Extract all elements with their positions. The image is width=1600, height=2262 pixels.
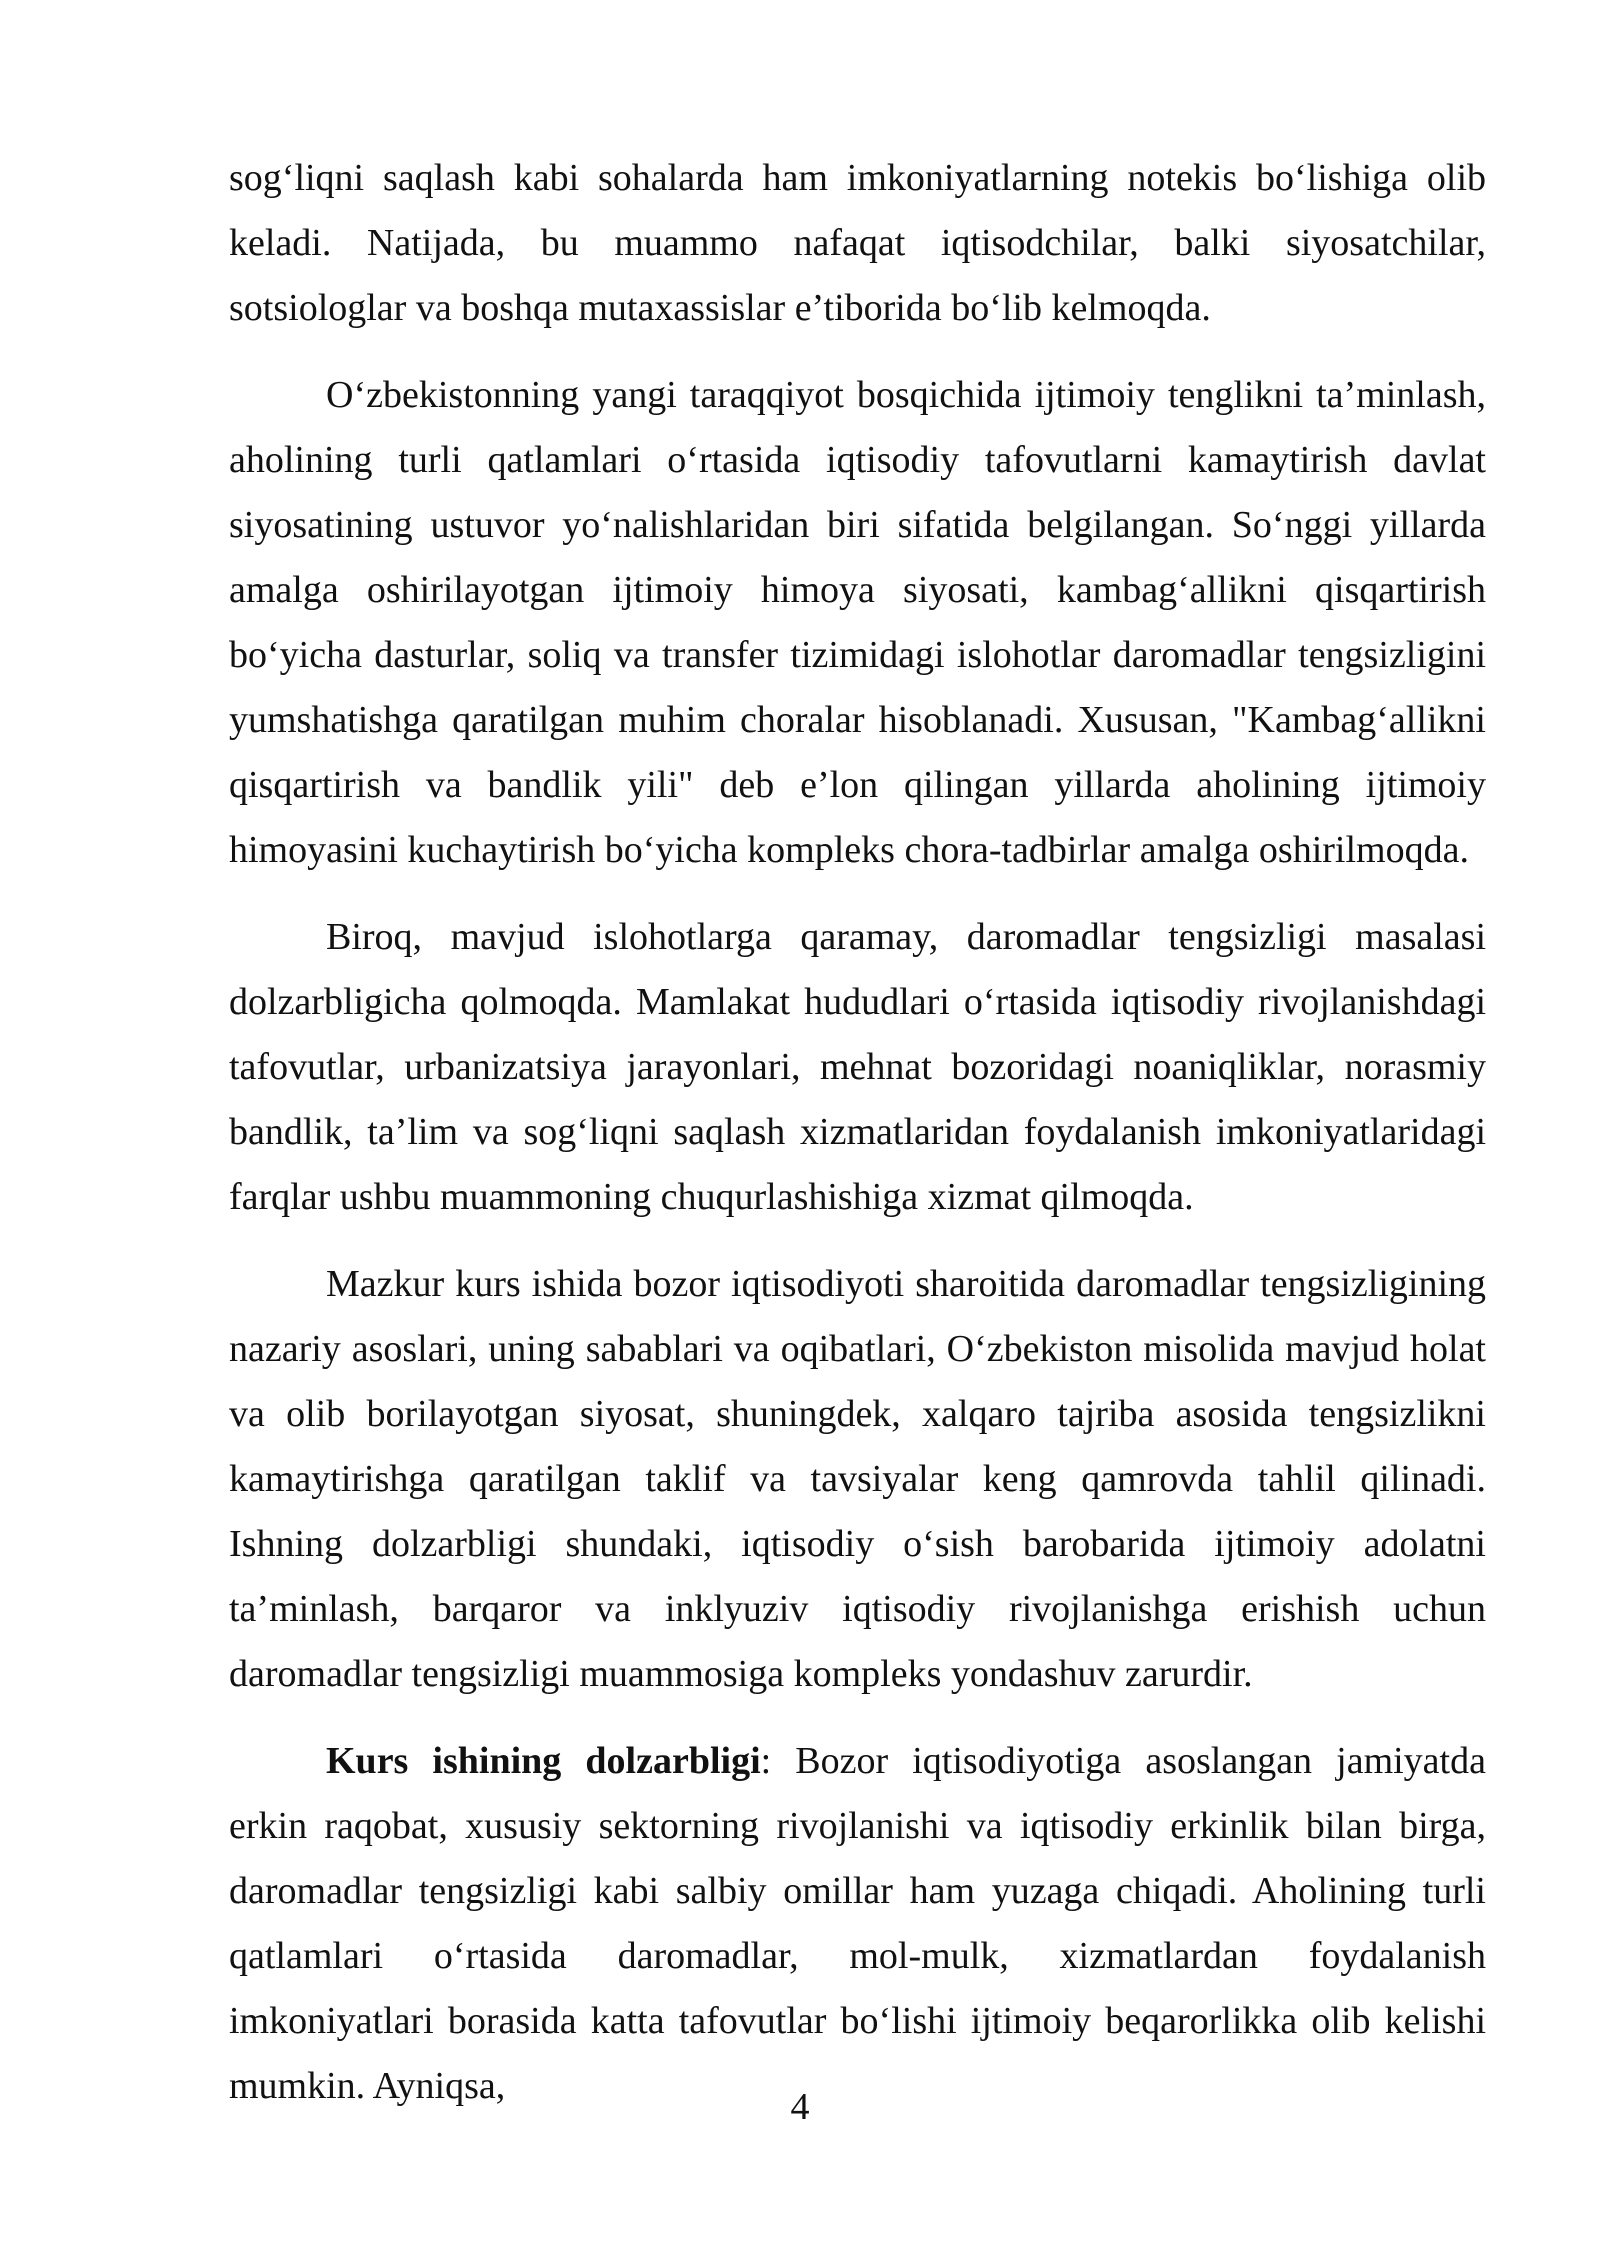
paragraph-continuation: [229, 146, 1486, 341]
paragraph-text: Biroq, mavjud islohotlarga qaramay, daromadlar tengsizligi masalasi dolzarbligicha qolmoqda. Mamlakat hududlari o‘rtasida iqtisodiy rivojlanishdagi tafovutlar, urbanizatsiya jarayonlari, mehnat bozoridagi noaniqliklar, norasmiy bandlik, ta’lim va sog‘liqni saqlash xizmatlaridan foydalanish imkoniyatlaridagi farqlar ushbu muammoning chuqurlashishiga xizmat qilmoqda.: [229, 916, 1486, 1218]
paragraph-reforms-however: [229, 905, 1486, 1230]
paragraph-text: sog‘liqni saqlash kabi sohalarda ham imkoniyatlarning notekis bo‘lishiga olib keladi. Natijada, bu muammo nafaqat iqtisodchilar, balki siyosatchilar, sotsiologlar va boshqa mutaxassislar e’tiborida bo‘lib kelmoqda.: [229, 157, 1486, 329]
relevance-heading: Kurs ishining dolzarbligi: [326, 1740, 761, 1782]
paragraph-course-work-scope: [229, 1252, 1486, 1707]
paragraph-relevance: [229, 1729, 1486, 2119]
page-number: 4: [790, 2086, 810, 2128]
paragraph-text: Mazkur kurs ishida bozor iqtisodiyoti sharoitida daromadlar tengsizligining nazariy asoslari, uning sabablari va oqibatlari, O‘zbekiston misolida mavjud holat va olib borilayotgan siyosat, shuningdek, xalqaro tajriba asosida tengsizlikni kamaytirishga qaratilgan taklif va tavsiyalar keng qamrovda tahlil qilinadi. Ishning dolzarbligi shundaki, iqtisodiy o‘sish barobarida ijtimoiy adolatni ta’minlash, barqaror va inklyuziv iqtisodiy rivojlanishga erishish uchun daromadlar tengsizligi muammosiga kompleks yondashuv zarurdir.: [229, 1263, 1486, 1695]
paragraph-uzbekistan-new-stage: [229, 363, 1486, 883]
paragraph-text: O‘zbekistonning yangi taraqqiyot bosqichida ijtimoiy tenglikni ta’minlash, aholining turli qatlamlari o‘rtasida iqtisodiy tafovutlarni kamaytirish davlat siyosatining ustuvor yo‘nalishlaridan biri sifatida belgilangan. So‘nggi yillarda amalga oshirilayotgan ijtimoiy himoya siyosati, kambag‘allikni qisqartirish bo‘yicha dasturlar, soliq va transfer tizimidagi islohotlar daromadlar tengsizligini yumshatishga qaratilgan muhim choralar hisoblanadi. Xususan, "Kambag‘allikni qisqartirish va bandlik yili" deb e’lon qilingan yillarda aholining ijtimoiy himoyasini kuchaytirish bo‘yicha kompleks chora-tadbirlar amalga oshirilmoqda.: [229, 374, 1486, 871]
paragraph-text: : Bozor iqtisodiyotiga asoslangan jamiyatda erkin raqobat, xususiy sektorning rivojlanishi va iqtisodiy erkinlik bilan birga, daromadlar tengsizligi kabi salbiy omillar ham yuzaga chiqadi. Aholining turli qatlamlari o‘rtasida daromadlar, mol-mulk, xizmatlardan foydalanish imkoniyatlari borasida katta tafovutlar bo‘lishi ijtimoiy beqarorlikka olib kelishi mumkin. Ayniqsa,: [229, 1740, 1486, 2107]
document-body: [229, 146, 1486, 2119]
